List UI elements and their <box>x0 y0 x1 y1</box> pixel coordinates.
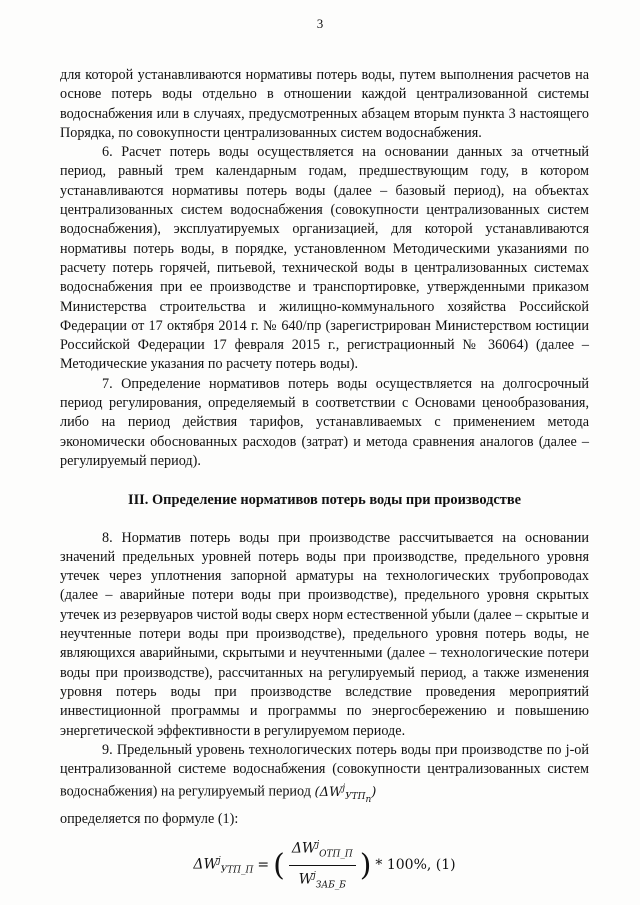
formula-fraction <box>289 836 356 897</box>
formula-lhs: $\Delta W^j_{УТП\_П}$ <box>193 855 254 876</box>
equals-sign: = <box>257 857 270 874</box>
paragraph-8: 8. Норматив потерь воды при производстве рассчитывается на основании значений предельных уровней потерь воды при производстве, предельного уровня утечек через уплотнения запорной арматуры на технологических трубопроводах (далее – аварийные потери воды при производстве), предельного уровня скрытых утечек из резервуаров чистой воды сверх норм естественной убыли (далее – скрытые и неучтенные потери воды при производстве), предельного уровня потерь воды, не являющихся аварийными, скрытыми и неучтенными (далее – технологические потери воды при производстве), рассчитанных на регулируемый период, а также изменения уровня потерь воды при производстве вследствие проведения мероприятий инвестиционной программы и программы по энергосбережению и повышению энергетической эффективности в регулируемом периоде. <box>60 529 589 739</box>
left-paren: ( <box>273 847 285 883</box>
formula-1 <box>60 836 589 897</box>
section-heading: III. Определение нормативов потерь воды при производстве <box>127 492 522 509</box>
inline-formula: $(\Delta W^j_{УТП_п})$ <box>314 783 377 806</box>
page-number: 3 <box>316 16 324 31</box>
fraction-denominator: $W^j_{ЗАБ\_Б}$ <box>298 871 346 891</box>
formula-rhs-tail: * 100%, (1) <box>375 857 456 874</box>
paragraph-9-end: определяется по формуле (1): <box>60 811 239 828</box>
paragraph-6: 6. Расчет потерь воды осуществляется на основании данных за отчетный период, равный трем календарным годам, предшествующим году, в котором устанавливаются нормативы потерь воды (далее – базовый период), на объектах централизованных систем водоснабжения (совокупности централизованных систем водоснабжения), эксплуатируемых организацией, для которой устанавливаются нормативы потерь воды, в порядке, установленном Методическими указаниями по расчету потерь горячей, питьевой, технической воды в централизованных системах водоснабжения при ее производстве и транспортировке, утвержденными приказом Министерства строительства и жилищно-коммунального хозяйства Российской Федерации от 17 октября 2014 г. № 640/пр (зарегистрирован Министерством юстиции Российской Федерации 17 февраля 2015 г., регистрационный № 36064) (далее – Методические указания по расчету потерь воды). <box>60 144 589 373</box>
right-paren: ) <box>359 847 372 883</box>
fraction-numerator: $\Delta W^j_{ОТП\_П}$ <box>289 836 356 867</box>
paragraph-9 <box>60 741 589 811</box>
paragraph-continuation: для которой устанавливаются нормативы потерь воды, путем выполнения расчетов на основе потерь воды отдельно в отношении каждой централизованной системы водоснабжения или в случаях, предусмотренных абзацем вторым пункта 3 настоящего Порядка, по совокупности централизованных систем водоснабжения. <box>60 67 589 141</box>
paragraph-7: 7. Определение нормативов потерь воды осуществляется на долгосрочный период регулирования, определяемый в соответствии с Основами ценообразования, либо на период действия тарифов, устанавливаемых с применением метода экономически обоснованных расходов (затрат) и метода сравнения аналогов (далее – регулируемый период). <box>60 375 589 469</box>
paragraph-9-text: 9. Предельный уровень технологических потерь воды при производстве по j-ой централизованной системе водоснабжения (совокупности централизованных систем водоснабжения) на регулируемый период <box>60 741 589 800</box>
document-body <box>60 66 589 896</box>
